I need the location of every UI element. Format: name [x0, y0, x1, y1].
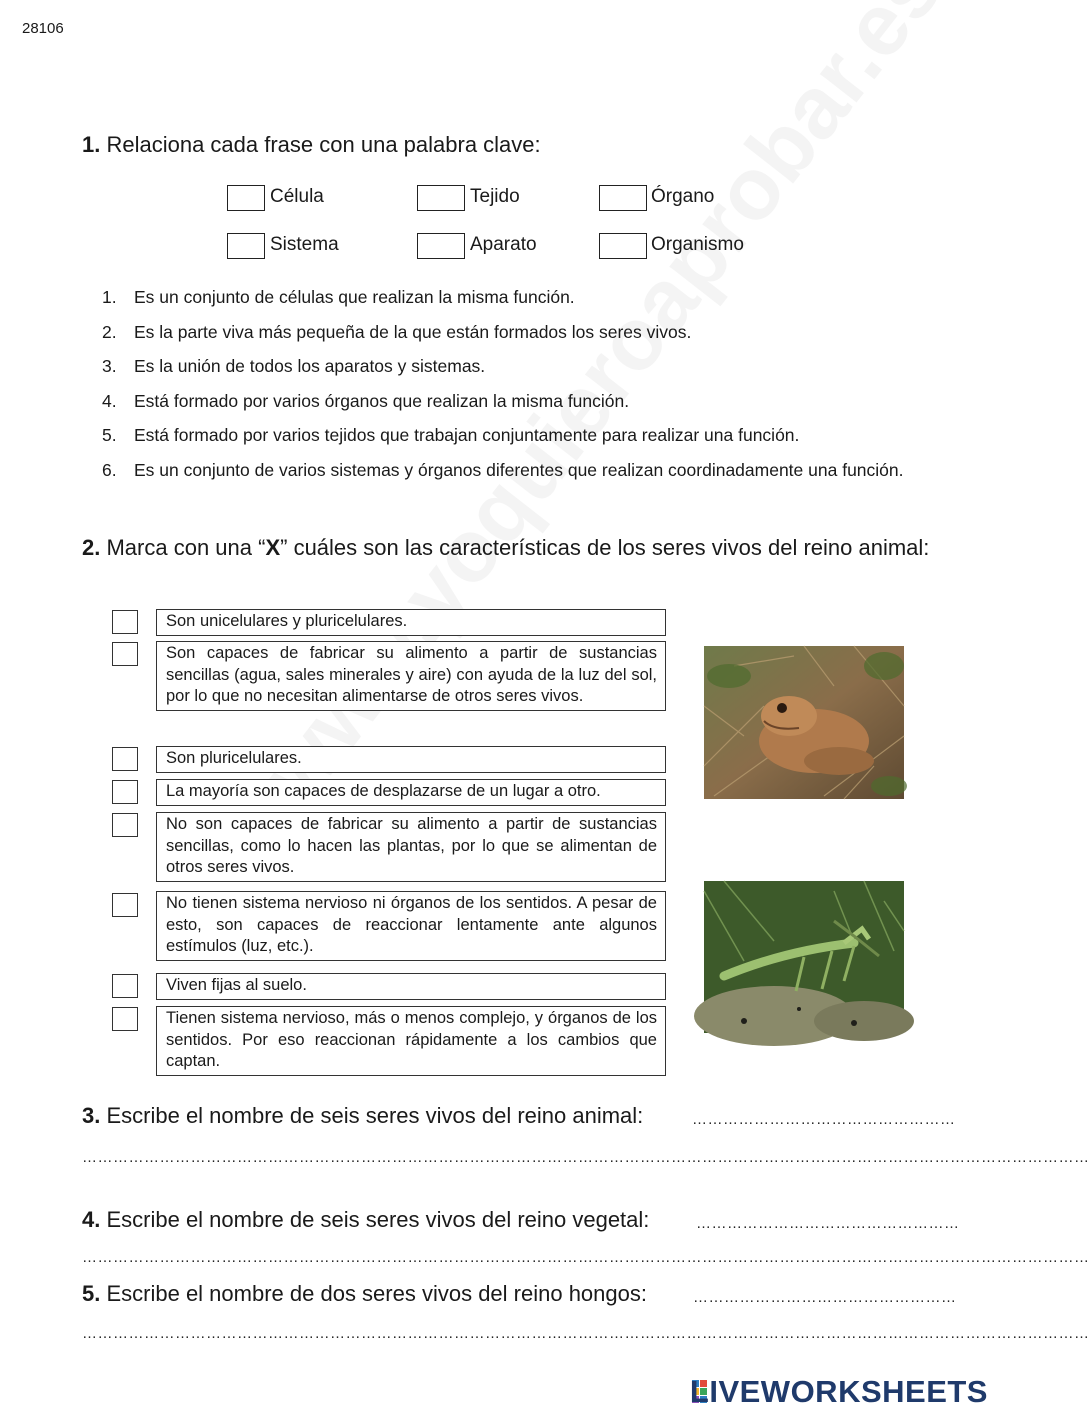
word-label-organo: Órgano — [651, 186, 715, 207]
answer-line-4a[interactable]: …………………………………………… — [696, 1215, 960, 1232]
phrase-item — [102, 459, 932, 482]
question-4-number: 4. — [82, 1207, 101, 1232]
phrase-number: 2. — [102, 321, 117, 342]
checkbox-statement-8[interactable] — [112, 1007, 138, 1031]
statement-6: No tienen sistema nervioso ni órganos de los sentidos. A pesar de esto, son capaces de reaccionar lentamente ante algunos estímulos (luz, etc.). — [156, 891, 666, 961]
phrase-number: 3. — [102, 356, 117, 376]
statement-2: Son capaces de fabricar su alimento a partir de sustancias sencillas (agua, sales minerales y aire) con ayuda de la luz del sol, por lo que no necesitan alimentarse de otros seres vivos. — [156, 641, 666, 711]
question-2-text-post: ” cuáles son las características de los seres vivos del reino animal: — [280, 535, 930, 560]
word-label-tejido: Tejido — [470, 186, 520, 207]
phrase-item — [102, 424, 932, 447]
phrase-item — [102, 286, 932, 309]
checkbox-statement-1[interactable] — [112, 610, 138, 634]
question-1-phrase-list — [102, 286, 932, 493]
phrase-text: Es un conjunto de varios sistemas y órganos diferentes que realizan coordinadamente una función. — [134, 459, 904, 480]
statement-4: La mayoría son capaces de desplazarse de un lugar a otro. — [156, 779, 666, 806]
question-3-number: 3. — [82, 1103, 101, 1128]
statement-7: Viven fijas al suelo. — [156, 973, 666, 1000]
checkbox-statement-3[interactable] — [112, 747, 138, 771]
word-label-aparato: Aparato — [470, 234, 537, 255]
answer-line-4b[interactable]: …………………………………………………………………………………………………………………………………………………………………………… — [82, 1249, 1090, 1266]
question-2-text-pre: Marca con una “ — [100, 535, 266, 560]
phrase-number: 6. — [102, 459, 117, 480]
word-box-organo[interactable] — [599, 185, 647, 211]
phrase-number: 4. — [102, 390, 117, 411]
checkbox-statement-7[interactable] — [112, 974, 138, 998]
checkbox-statement-5[interactable] — [112, 813, 138, 837]
word-box-aparato[interactable] — [417, 233, 465, 259]
checkbox-statement-6[interactable] — [112, 893, 138, 917]
phrase-text: Es un conjunto de células que realizan la misma función. — [134, 287, 575, 307]
word-box-organismo[interactable] — [599, 233, 647, 259]
answer-line-5b[interactable]: …………………………………………………………………………………………………………………………………………………………………………… — [82, 1325, 1090, 1342]
phrase-item — [102, 390, 932, 413]
question-2-number: 2. — [82, 535, 101, 560]
document-id: 28106 — [22, 20, 64, 37]
statement-8: Tienen sistema nervioso, más o menos complejo, y órganos de los sentidos. Por eso reaccionan rápidamente a los cambios que captan. — [156, 1006, 666, 1076]
word-box-tejido[interactable] — [417, 185, 465, 211]
question-1-title — [82, 131, 541, 159]
word-box-celula[interactable] — [227, 185, 265, 211]
phrase-text: Está formado por varios tejidos que trabajan conjuntamente para realizar una función. — [134, 425, 800, 445]
checkbox-statement-2[interactable] — [112, 642, 138, 666]
statement-5: No son capaces de fabricar su alimento a partir de sustancias sencillas, como lo hacen las plantas, por lo que se alimentan de otros seres vivos. — [156, 812, 666, 882]
checkbox-statement-4[interactable] — [112, 780, 138, 804]
question-4-text: Escribe el nombre de seis seres vivos del reino vegetal: — [100, 1207, 650, 1232]
word-label-organismo: Organismo — [651, 234, 744, 255]
answer-line-3b[interactable]: …………………………………………………………………………………………………………………………………………………………………………… — [82, 1149, 1090, 1166]
question-2-x: X — [265, 535, 281, 560]
answer-line-3a[interactable]: …………………………………………… — [692, 1111, 956, 1128]
question-5-number: 5. — [82, 1281, 101, 1306]
word-label-celula: Célula — [270, 186, 324, 207]
question-2-title — [82, 534, 944, 562]
question-1-number: 1. — [82, 132, 101, 157]
word-box-sistema[interactable] — [227, 233, 265, 259]
word-label-sistema: Sistema — [270, 234, 339, 255]
mantis-photo — [704, 881, 904, 1033]
phrase-number: 1. — [102, 287, 117, 307]
phrase-item — [102, 321, 932, 344]
question-1-text: Relaciona cada frase con una palabra clave: — [100, 132, 541, 157]
question-3-title — [82, 1102, 643, 1130]
statement-3: Son pluricelulares. — [156, 746, 666, 773]
phrase-text: Está formado por varios órganos que realizan la misma función. — [134, 390, 630, 411]
phrase-text: Es la parte viva más pequeña de la que están formados los seres vivos. — [134, 321, 692, 342]
question-4-title — [82, 1206, 649, 1234]
statement-1: Son unicelulares y pluricelulares. — [156, 609, 666, 636]
frog-photo — [704, 646, 904, 799]
phrase-item — [102, 355, 932, 378]
question-3-text: Escribe el nombre de seis seres vivos del reino animal: — [100, 1103, 644, 1128]
phrase-text: Es la unión de todos los aparatos y sistemas. — [134, 356, 486, 376]
liveworksheets-logo-text: LIVEWORKSHEETS — [689, 1374, 988, 1409]
answer-line-5a[interactable]: …………………………………………… — [693, 1289, 957, 1306]
question-5-text: Escribe el nombre de dos seres vivos del reino hongos: — [100, 1281, 647, 1306]
phrase-number: 5. — [102, 425, 117, 445]
question-5-title — [82, 1280, 647, 1308]
